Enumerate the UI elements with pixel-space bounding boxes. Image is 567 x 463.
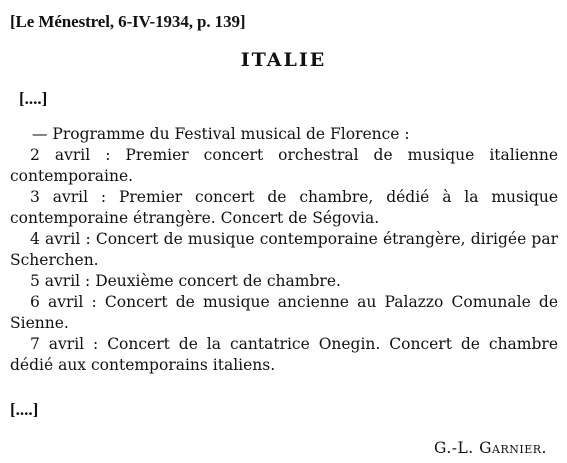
- programme-entry-1: [10, 145, 558, 187]
- programme-entry-5: [10, 292, 558, 334]
- entry-date: 6 avril :: [30, 293, 97, 311]
- entry-text: Concert de la cantatrice Onegin. Concert de chambre dédié aux contemporains italiens.: [10, 335, 558, 374]
- entry-text: Concert de musique contemporaine étrangère, dirigée par Scherchen.: [10, 230, 558, 269]
- entry-date: 7 avril :: [30, 335, 99, 353]
- citation: [Le Ménestrel, 6-IV-1934, p. 139]: [10, 12, 246, 31]
- entry-date: 5 avril :: [30, 272, 91, 290]
- entry-text: Premier concert de chambre, dédié à la musique contemporaine étrangère. Concert de Ségovia.: [10, 188, 558, 227]
- programme-entry-6: [10, 334, 558, 376]
- article-body: [10, 124, 558, 376]
- omission-marker-bottom: [....]: [10, 400, 39, 419]
- author-surname: Garnier.: [479, 439, 547, 457]
- programme-entry-4: [10, 271, 558, 292]
- entry-date: 2 avril :: [30, 146, 111, 164]
- entry-date: 4 avril :: [30, 230, 91, 248]
- programme-entry-3: [10, 229, 558, 271]
- author-signature: [434, 439, 547, 457]
- programme-intro: — Programme du Festival musical de Florence :: [32, 125, 410, 143]
- entry-text: Concert de musique ancienne au Palazzo Comunale de Sienne.: [10, 293, 558, 332]
- entry-text: Premier concert orchestral de musique italienne contemporaine.: [10, 146, 558, 185]
- programme-entry-2: [10, 187, 558, 229]
- omission-marker-top: [....]: [19, 89, 48, 108]
- entry-date: 3 avril :: [30, 188, 107, 206]
- author-initials: G.-L.: [434, 439, 474, 457]
- entry-text: Deuxième concert de chambre.: [90, 272, 341, 290]
- section-heading: ITALIE: [240, 49, 327, 71]
